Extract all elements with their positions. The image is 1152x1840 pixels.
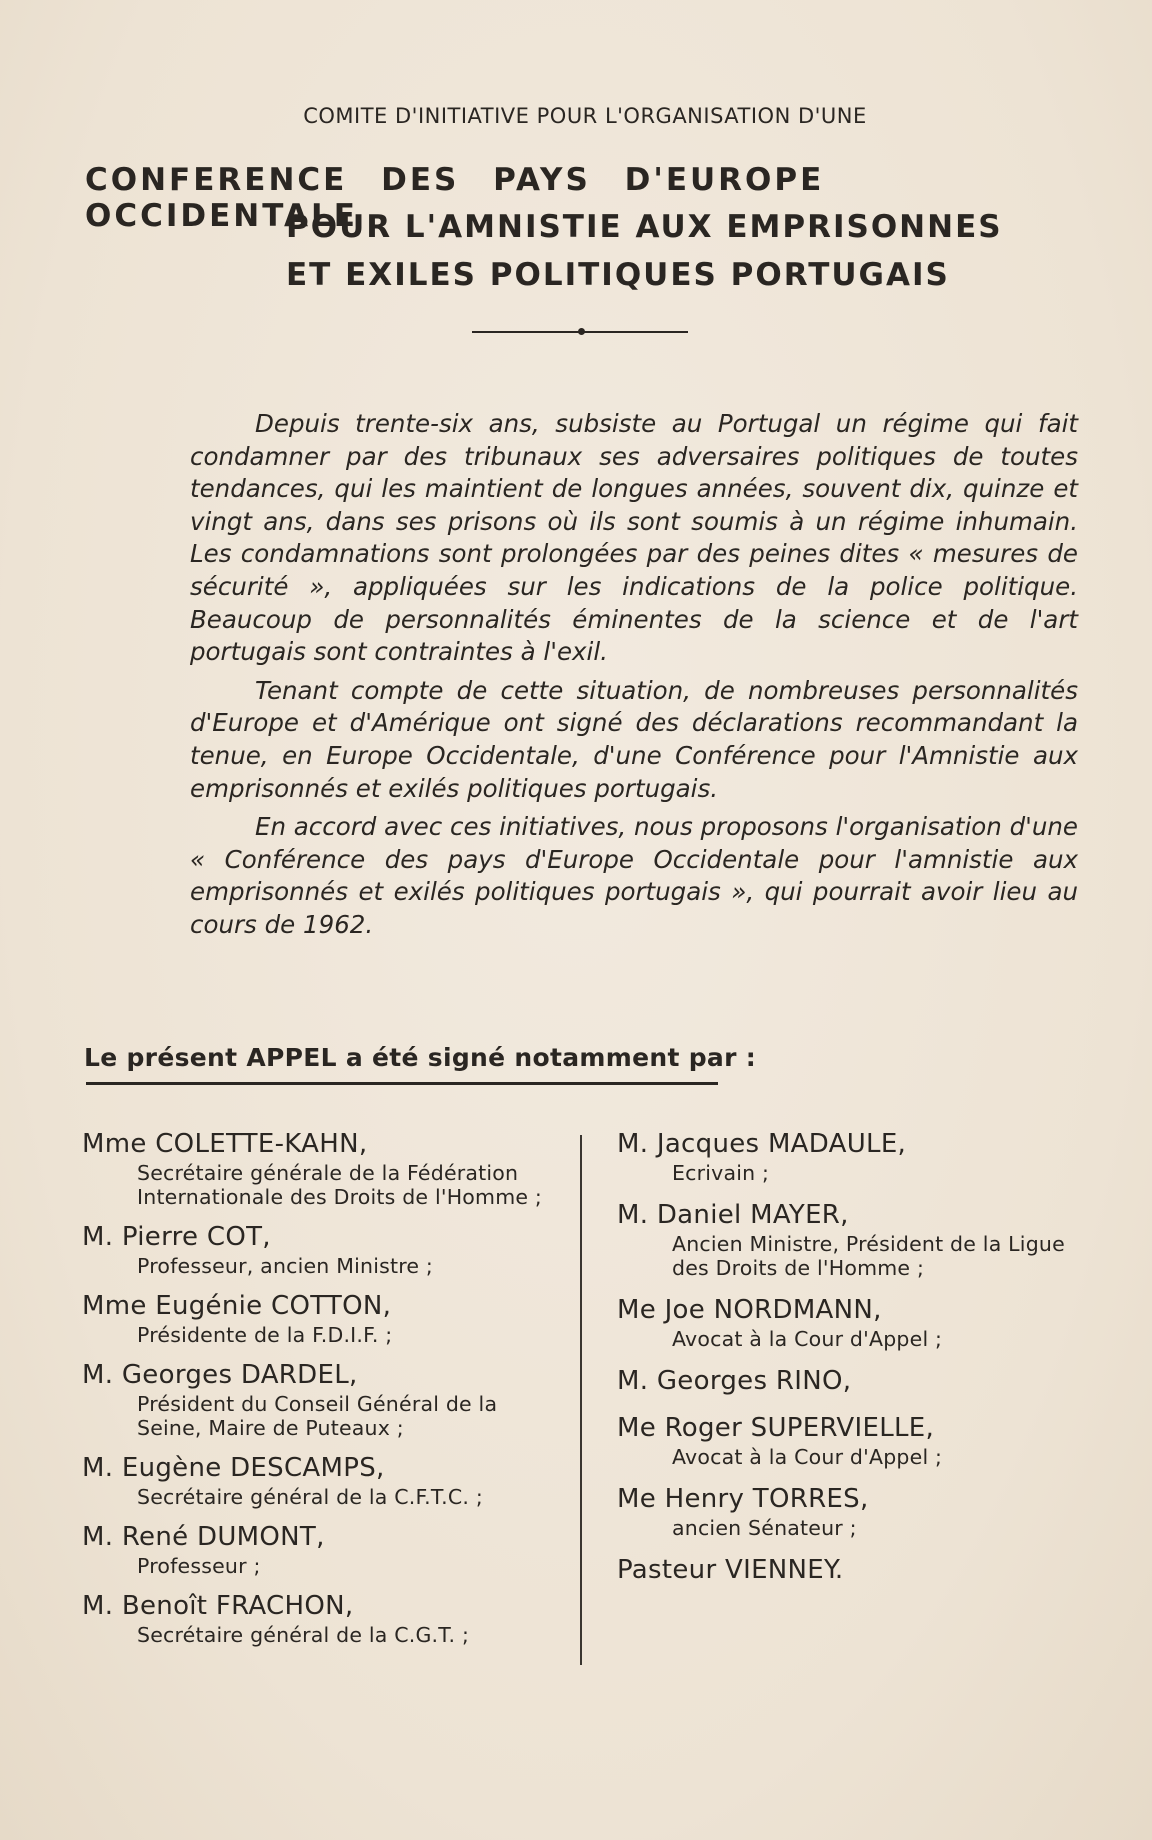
- paragraph-3: En accord avec ces initiatives, nous proposons l'organisation d'une « Conférence des pays d'Europe Occidentale pour l'amnistie aux emprisonnés et exilés politiques portugais », qui pourrait avoir lieu au cours de 1962.: [190, 812, 1078, 939]
- signatory-title: Secrétaire générale de la Fédération Internationale des Droits de l'Homme ;: [137, 1161, 543, 1209]
- signatory: [82, 1521, 562, 1578]
- signatory-name: Me Henry TORRES,: [617, 1484, 869, 1514]
- signatory: [82, 1128, 562, 1209]
- signatory: [617, 1128, 1097, 1185]
- signatory-name: Mme Eugénie COTTON,: [82, 1291, 392, 1321]
- signatory-title: Ancien Ministre, Président de la Ligue des Droits de l'Homme ;: [672, 1232, 1065, 1280]
- signatory-title: Avocat à la Cour d'Appel ;: [672, 1445, 943, 1469]
- signatory-title: Professeur ;: [137, 1554, 261, 1578]
- signatories-left-column: [82, 1128, 562, 1659]
- signatory: [82, 1221, 562, 1278]
- signatories-right-column: [617, 1128, 1097, 1601]
- signatory-name: M. Jacques MADAULE,: [617, 1129, 907, 1159]
- signatory-name: Pasteur VIENNEY.: [617, 1555, 844, 1585]
- paragraph-1: Depuis trente-six ans, subsiste au Portugal un régime qui fait condamner par des tribunaux ses adversaires politiques de toutes tendances, qui les maintient de longues années, souvent dix, quinze et vingt ans, dans ses prisons où ils sont soumis à un régime inhumain. Les condamnations sont prolongées par des peines dites « mesures de sécurité », appliquées sur les indications de la police politique. Beaucoup de personnalités éminentes de la science et de l'art portugais sont contraintes à l'exil.: [190, 409, 1078, 667]
- signatory: [82, 1452, 562, 1509]
- title-line-2: POUR L'AMNISTIE AUX EMPRISONNES: [286, 209, 1003, 245]
- signatories-heading: Le présent APPEL a été signé notamment par :: [84, 1043, 757, 1072]
- ornament-dot: [578, 328, 585, 335]
- signatory-title: Président du Conseil Général de la Seine, Maire de Puteaux ;: [137, 1392, 498, 1440]
- signatory: [617, 1199, 1097, 1280]
- title-line-1: CONFERENCE DES PAYS D'EUROPE OCCIDENTALE: [85, 162, 825, 234]
- signatory-title: Professeur, ancien Ministre ;: [137, 1254, 434, 1278]
- signatory-name: M. Georges DARDEL,: [82, 1360, 358, 1390]
- signatory-name: M. Daniel MAYER,: [617, 1200, 849, 1230]
- heading-underline: [86, 1082, 718, 1085]
- column-divider: [580, 1135, 582, 1665]
- signatory: [617, 1412, 1097, 1469]
- signatory-title: Présidente de la F.D.I.F. ;: [137, 1323, 393, 1347]
- signatory-title: Avocat à la Cour d'Appel ;: [672, 1327, 943, 1351]
- signatory-name: Me Roger SUPERVIELLE,: [617, 1413, 935, 1443]
- committee-heading: COMITE D'INITIATIVE POUR L'ORGANISATION D'UNE: [303, 104, 867, 128]
- signatory: [82, 1290, 562, 1347]
- signatory: [617, 1294, 1097, 1351]
- signatory: [617, 1554, 1097, 1587]
- paragraph-2: Tenant compte de cette situation, de nombreuses personnalités d'Europe et d'Amérique ont signé des déclarations recommandant la tenue, en Europe Occidentale, d'une Conférence pour l'Amnistie aux emprisonnés et exilés politiques portugais.: [190, 675, 1078, 803]
- signatory: [82, 1590, 562, 1647]
- signatory-name: M. Georges RINO,: [617, 1366, 852, 1396]
- signatory-name: M. Pierre COT,: [82, 1222, 271, 1252]
- signatory-title: Ecrivain ;: [672, 1161, 770, 1185]
- signatory-title: ancien Sénateur ;: [672, 1516, 857, 1540]
- appeal-body: [190, 408, 1078, 942]
- signatory-title: Secrétaire général de la C.F.T.C. ;: [137, 1485, 483, 1509]
- signatory-name: M. Eugène DESCAMPS,: [82, 1453, 385, 1483]
- title-line-3: ET EXILES POLITIQUES PORTUGAIS: [286, 257, 950, 293]
- signatory-name: M. René DUMONT,: [82, 1522, 325, 1552]
- signatory-title: Secrétaire général de la C.G.T. ;: [137, 1623, 470, 1647]
- signatory-name: Mme COLETTE-KAHN,: [82, 1129, 368, 1159]
- signatory: [617, 1365, 1097, 1398]
- signatory: [617, 1483, 1097, 1540]
- signatory-name: Me Joe NORDMANN,: [617, 1295, 882, 1325]
- signatory-name: M. Benoît FRACHON,: [82, 1591, 354, 1621]
- signatory: [82, 1359, 562, 1440]
